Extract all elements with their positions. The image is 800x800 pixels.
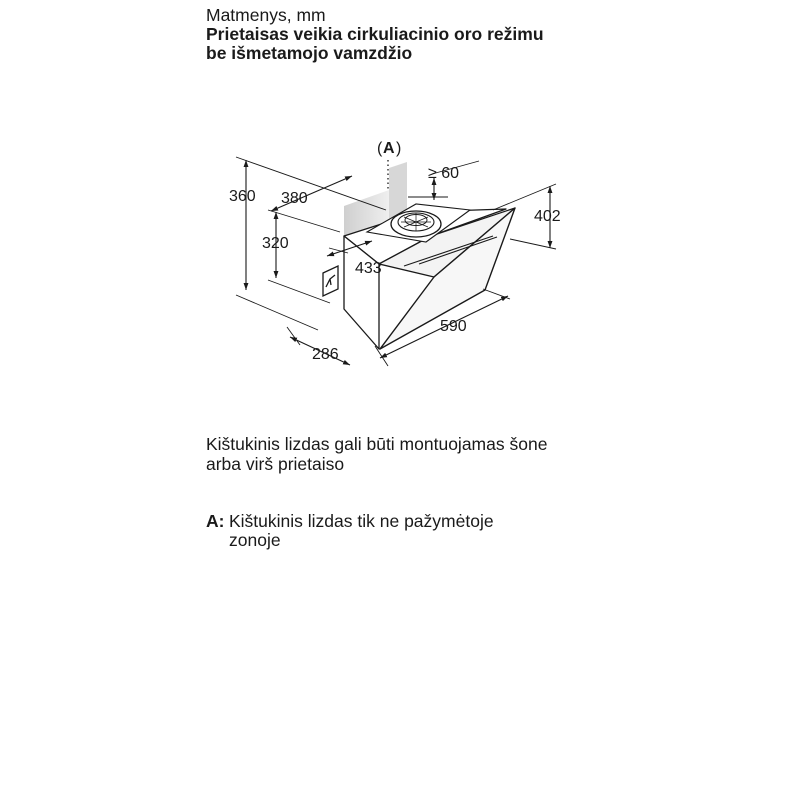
legend-line-2: zonoje [229, 530, 281, 550]
zone-label-A [377, 140, 401, 157]
legend-line-1: Kištukinis lizdas tik ne pažymėtoje [229, 511, 494, 531]
dim-value-depth-top: 380 [281, 190, 308, 207]
unit-label: Matmenys, mm [206, 5, 326, 25]
dim-value-total-height: 360 [229, 188, 256, 205]
subtitle-line-2: be išmetamojo vamzdžio [206, 43, 413, 63]
socket-icon [323, 266, 338, 296]
socket-note-line-1: Kištukinis lizdas gali būti montuojamas šone [206, 434, 548, 454]
dim-value-base-depth: 286 [312, 346, 339, 363]
dim-value-inner-width: 433 [355, 260, 382, 277]
svg-text:(: ( [377, 140, 383, 157]
dim-value-body-height: 320 [262, 235, 289, 252]
socket-note-line-2: arba virš prietaiso [206, 454, 345, 474]
svg-text:A: A [383, 140, 395, 157]
dim-value-height-front: 402 [534, 208, 561, 225]
dim-value-width: 590 [440, 318, 467, 335]
svg-text:): ) [396, 140, 402, 157]
subtitle-line-1: Prietaisas veikia cirkuliacinio oro režimu [206, 24, 544, 44]
legend-key: A: [206, 511, 225, 531]
dim-value-min-clearance: ≥ 60 [428, 165, 460, 182]
